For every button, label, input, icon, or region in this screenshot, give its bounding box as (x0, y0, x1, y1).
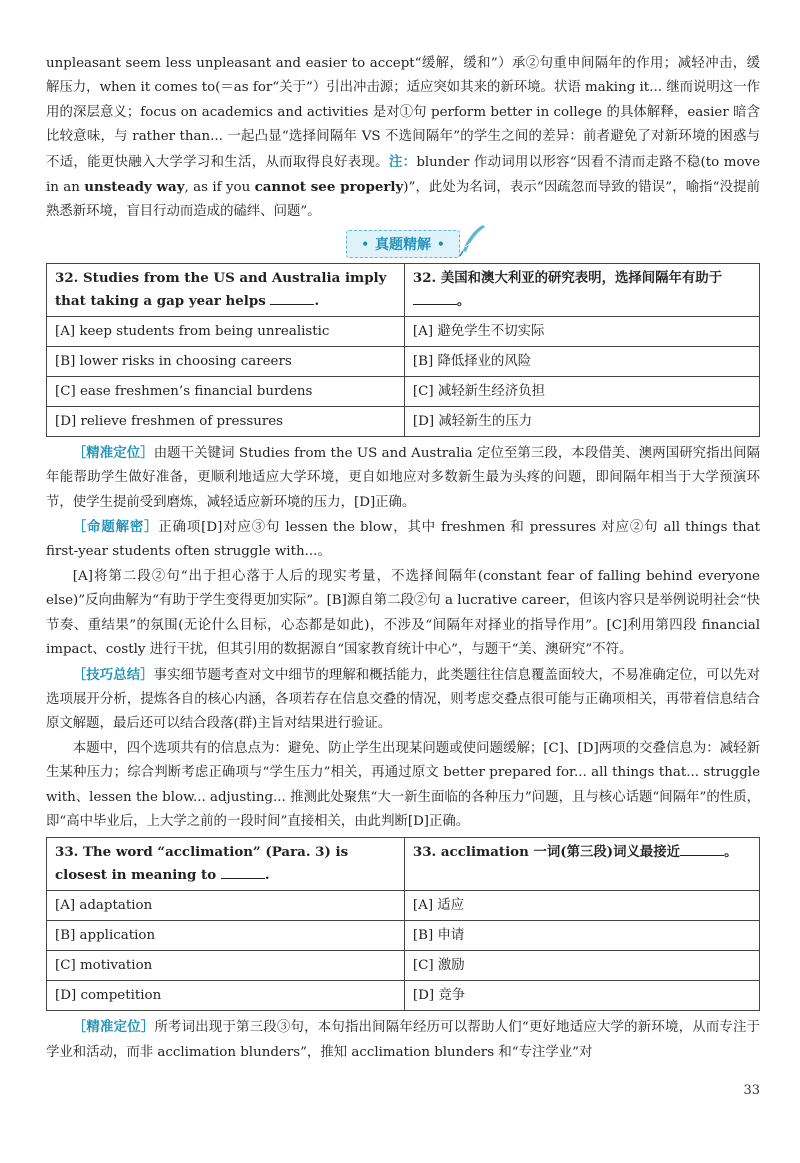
section-banner (46, 227, 760, 261)
q32-option-a-cn: [A] 避免学生不切实际 (404, 316, 759, 346)
q33-stem-en-end: . (264, 867, 270, 884)
analysis32-locate (46, 441, 760, 515)
q32-stem-en-text: 32. Studies from the US and Australia imply that taking a gap year helps (55, 269, 387, 309)
locate-text: 由题干关键词 Studies from the US and Australia 定位至第三段，本段借美、澳两国研究指出间隔年能帮助学生做好准备，更顺利地适应大学环境，更自如地应对多数新生最为头疼的问题，即间隔年相当于大学预演环节，使学生提前受到磨炼，减轻适应新环境的压力，[D]正确。 (46, 445, 760, 510)
table-row (47, 981, 760, 1011)
note-label: 注： (388, 153, 417, 170)
q33-stem-en-text: 33. The word “acclimation” (Para. 3) is closest in meaning to (55, 844, 349, 884)
table-row (47, 406, 760, 436)
q33-stem-en (47, 838, 405, 891)
intro-text: unpleasant seem less unpleasant and easier to accept“缓解，缓和”）承②句重申间隔年的作用；减轻冲击，缓解压力，when it comes to(＝as for“关于”）引出冲击源；适应突如其来的新环境。状语 making it... 继而说明这一作用的深层意义；focus on academics and activities 是对①句 perform better in college 的具体解释，easier 暗含比较意味，与 rather than... 一起凸显“选择间隔年 VS 不选间隔年”的学生之间的差异：前者避免了对新环境的困惑与不适，能更快融入大学学习和生活，从而取得良好表现。 (46, 56, 760, 170)
question-32-table (46, 263, 760, 437)
answer-blank (270, 290, 314, 305)
quill-pen-icon (457, 223, 487, 261)
table-row (47, 951, 760, 981)
q33-stem-cn (404, 838, 759, 891)
page-content (46, 52, 760, 1065)
q32-option-b-cn: [B] 降低择业的风险 (404, 346, 759, 376)
skill-text: 事实细节题考查对文中细节的理解和概括能力，此类题往往信息覆盖面较大，不易准确定位，可以先对选项展开分析，提炼各自的核心内涵，各项若存在信息交叠的情况，则考虑交叠点很可能与正确项相关，再带着信息结合原文解题，最后还可以结合段落(群)主旨对结果进行验证。 (46, 667, 760, 732)
banner-dot-right: • (437, 236, 445, 251)
q33-option-d-cn: [D] 竞争 (404, 981, 759, 1011)
analysis32-skill-2: 本题中，四个选项共有的信息点为：避免、防止学生出现某问题或使问题缓解；[C]、[D]两项的交叠信息为：减轻新生某种压力；综合判断考虑正确项与“学生压力”相关，再通过原文 better prepared for... all things that... struggle with、lessen the blow... adjusting... 推测此处聚焦“大一新生面临的各种压力”问题，且与核心话题“间隔年”的性质，即“高中毕业后，上大学之前的一段时间”直接相关，由此判断[D]正确。 (46, 740, 760, 829)
note-text-c: , as if you (184, 180, 255, 196)
answer-blank (413, 290, 457, 305)
q33-stem-cn-text: 33. acclimation 一词(第三段)词义最接近 (412, 844, 681, 861)
q32-option-d-en: [D] relieve freshmen of pressures (47, 406, 405, 436)
table-row (47, 921, 760, 951)
table-row (47, 316, 760, 346)
q32-stem-en (47, 263, 405, 316)
answer-blank (221, 864, 265, 879)
banner-dot-left: • (361, 236, 369, 251)
q32-stem-en-end: . (314, 292, 320, 309)
note-text-d: )”，此处为名词，表示“因疏忽而导致的错误”，喻指“没提前熟悉新环境，盲目行动而造成的磕绊、问题”。 (46, 180, 760, 220)
locate-label: ［精准定位］ (72, 444, 154, 461)
q32-option-d-cn: [D] 减轻新生的压力 (404, 406, 759, 436)
q32-stem-cn (404, 263, 759, 316)
q32-stem-cn-text: 32. 美国和澳大利亚的研究表明，选择间隔年有助于 (412, 269, 723, 286)
locate-label: ［精准定位］ (72, 1019, 155, 1036)
table-row (47, 891, 760, 921)
q32-option-c-cn: [C] 减轻新生经济负担 (404, 376, 759, 406)
q33-stem-cn-end: 。 (724, 844, 738, 861)
intro-paragraph (46, 52, 760, 225)
banner-box (346, 230, 459, 258)
q33-option-c-en: [C] motivation (47, 951, 405, 981)
banner-title: 真题精解 (375, 236, 431, 253)
note-bold-2: cannot see properly (254, 179, 404, 196)
q33-option-b-en: [B] application (47, 921, 405, 951)
locate-text: 所考词出现于第三段③句，本句指出间隔年经历可以帮助人们“更好地适应大学的新环境，从而专注于学业和活动，而非 acclimation blunders”，推知 acclimation blunders 和“专注学业”对 (46, 1020, 761, 1060)
analysis32-skill (46, 663, 760, 737)
decode-label: ［命题解密］ (72, 519, 159, 536)
analysis33-locate (46, 1015, 760, 1065)
table-row (47, 376, 760, 406)
q32-option-c-en: [C] ease freshmen’s financial burdens (47, 376, 405, 406)
analysis32-decode-2: [A]将第二段②句“出于担心落于人后的现实考量，不选择间隔年(constant fear of falling behind everyone else)”反向曲解为“有助于学生变得更加实际”。[B]源自第二段②句 a lucrative career，但该内容只是举例说明社会“快节奏、重结果”的氛围(无论什么目标，心态都是如此)，不涉及“间隔年对择业的指导作用”。[C]利用第四段 financial impact、costly 进行干扰，但其引用的数据源自“国家教育统计中心”，与题干“美、澳研究”不符。 (46, 568, 760, 658)
q33-option-d-en: [D] competition (47, 981, 405, 1011)
skill-label: ［技巧总结］ (72, 666, 154, 683)
decode-text: 正确项[D]对应③句 lessen the blow，其中 freshmen 和 pressures 对应②句 all things that first-year students often struggle with...。 (46, 520, 760, 560)
question-33-table (46, 837, 760, 1011)
table-row (47, 838, 760, 891)
table-row (47, 263, 760, 316)
note-bold-1: unsteady way (84, 179, 185, 196)
q33-option-a-cn: [A] 适应 (404, 891, 759, 921)
q33-option-b-cn: [B] 申请 (404, 921, 759, 951)
q32-option-a-en: [A] keep students from being unrealistic (47, 316, 405, 346)
answer-blank (680, 841, 724, 856)
note-text-a: blunder 作动词用以形容“因看不清而走路不稳(to move in an (46, 154, 760, 196)
q33-option-c-cn: [C] 激励 (404, 951, 759, 981)
q32-stem-cn-end: 。 (456, 292, 471, 309)
analysis32-decode (46, 515, 760, 565)
q33-option-a-en: [A] adaptation (47, 891, 405, 921)
q32-option-b-en: [B] lower risks in choosing careers (47, 346, 405, 376)
table-row (47, 346, 760, 376)
page-number: 33 (743, 1083, 760, 1098)
